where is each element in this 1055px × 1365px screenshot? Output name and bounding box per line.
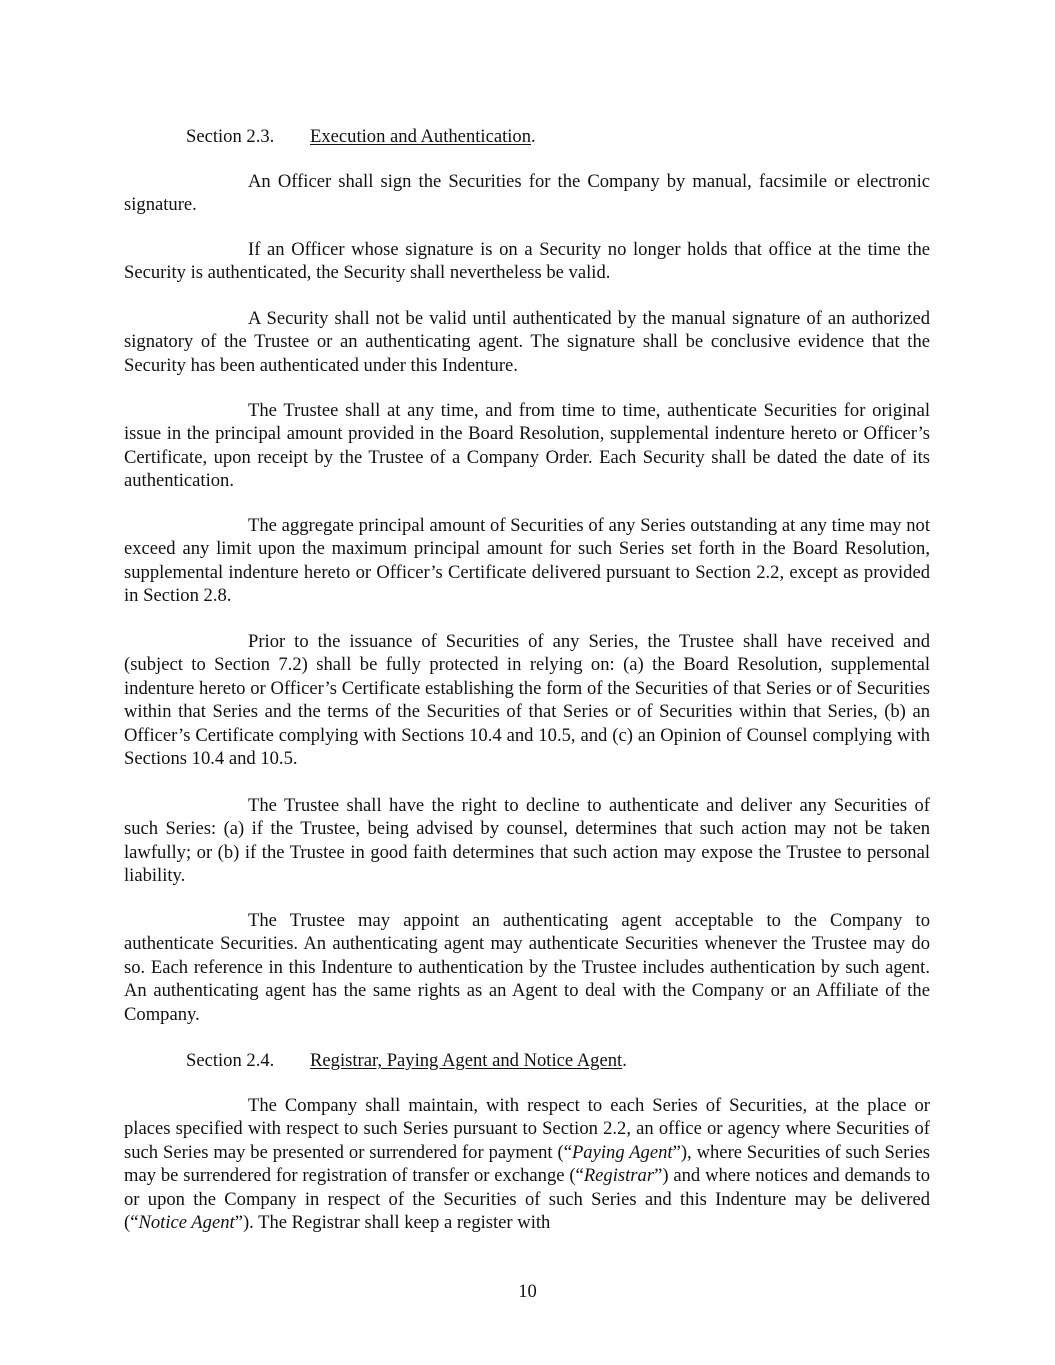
paragraph-authenticating-agent: The Trustee may appoint an authenticating agent acceptable to the Company to authenticate Securities. An authenticating agent may authenticate Securities whenever the Trustee may do so. Each reference in this Indenture to authentication by the Trustee includes authentication by such agent. An authenticating agent has the same rights as an Agent to deal with the Company or an Affiliate of the Company. [124, 910, 930, 1025]
paragraph-officer-no-longer-holds-office: If an Officer whose signature is on a Security no longer holds that office at the time the Security is authenticated, the Security shall nevertheless be valid. [124, 239, 930, 284]
section-heading-2-4 [186, 1049, 627, 1072]
section-title: Execution and Authentication [310, 126, 532, 147]
section-number: Section 2.4. [186, 1050, 275, 1071]
section-title-period: . [622, 1050, 627, 1071]
paragraph-officer-signature: An Officer shall sign the Securities for the Company by manual, facsimile or electronic signature. [124, 171, 930, 216]
paragraph-trustee-authenticate: The Trustee shall at any time, and from time to time, authenticate Securities for original issue in the principal amount provided in the Board Resolution, supplemental indenture hereto or Officer’s Certificate, upon receipt by the Trustee of a Company Order. Each Security shall be dated the date of its authentication. [124, 400, 930, 492]
paragraph-text: The Company shall maintain, with respect to each Series of Securities, at the place or places specified with respect to such Series pursuant to Section 2.2, an office or agency where Securities of such Series may be presented or surrendered for payment (“ [124, 1095, 930, 1163]
section-heading-2-3 [186, 125, 536, 148]
section-number: Section 2.3. [186, 126, 275, 147]
defined-term-notice-agent: Notice Agent [138, 1212, 235, 1234]
paragraph-security-validity: A Security shall not be valid until authenticated by the manual signature of an authorized signatory of the Trustee or an authenticating agent. The signature shall be conclusive evidence that the Security has been authenticated under this Indenture. [124, 308, 930, 376]
paragraph-text: ”) and where notices and demands to or upon the Company in respect of the Securities of such Series and this Indenture may be delivered (“ [124, 1165, 930, 1234]
paragraph-right-to-decline: The Trustee shall have the right to decline to authenticate and deliver any Securities of such Series: (a) if the Trustee, being advised by counsel, determines that such action may not be taken lawfully; or (b) if the Trustee in good faith determines that such action may expose the Trustee to personal liability. [124, 795, 930, 887]
defined-term-paying-agent: Paying Agent [571, 1141, 673, 1163]
section-title: Registrar, Paying Agent and Notice Agent [310, 1050, 623, 1071]
paragraph-aggregate-principal: The aggregate principal amount of Securities of any Series outstanding at any time may not exceed any limit upon the maximum principal amount for such Series set forth in the Board Resolution, supplemental indenture hereto or Officer’s Certificate delivered pursuant to Section 2.2, except as provided in Section 2.8. [124, 515, 930, 607]
paragraph-prior-to-issuance: Prior to the issuance of Securities of any Series, the Trustee shall have received and (subject to Section 7.2) shall be fully protected in relying on: (a) the Board Resolution, supplemental indenture hereto or Officer’s Certificate establishing the form of the Securities of that Series or of Securities within that Series and the terms of the Securities of that Series or of Securities within that Series, (b) an Officer’s Certificate complying with Sections 10.4 and 10.5, and (c) an Opinion of Counsel complying with Sections 10.4 and 10.5. [124, 631, 930, 770]
page-number: 10 [518, 1281, 537, 1302]
defined-term-registrar: Registrar [583, 1165, 655, 1187]
section-title-period: . [531, 126, 536, 147]
paragraph-text: ”), where Securities of such Series may be surrendered for registration of transfer or exchange (“ [124, 1141, 930, 1187]
paragraph-company-maintain-office [124, 1094, 930, 1234]
paragraph-text: ”). The Registrar shall keep a register with [234, 1212, 551, 1234]
